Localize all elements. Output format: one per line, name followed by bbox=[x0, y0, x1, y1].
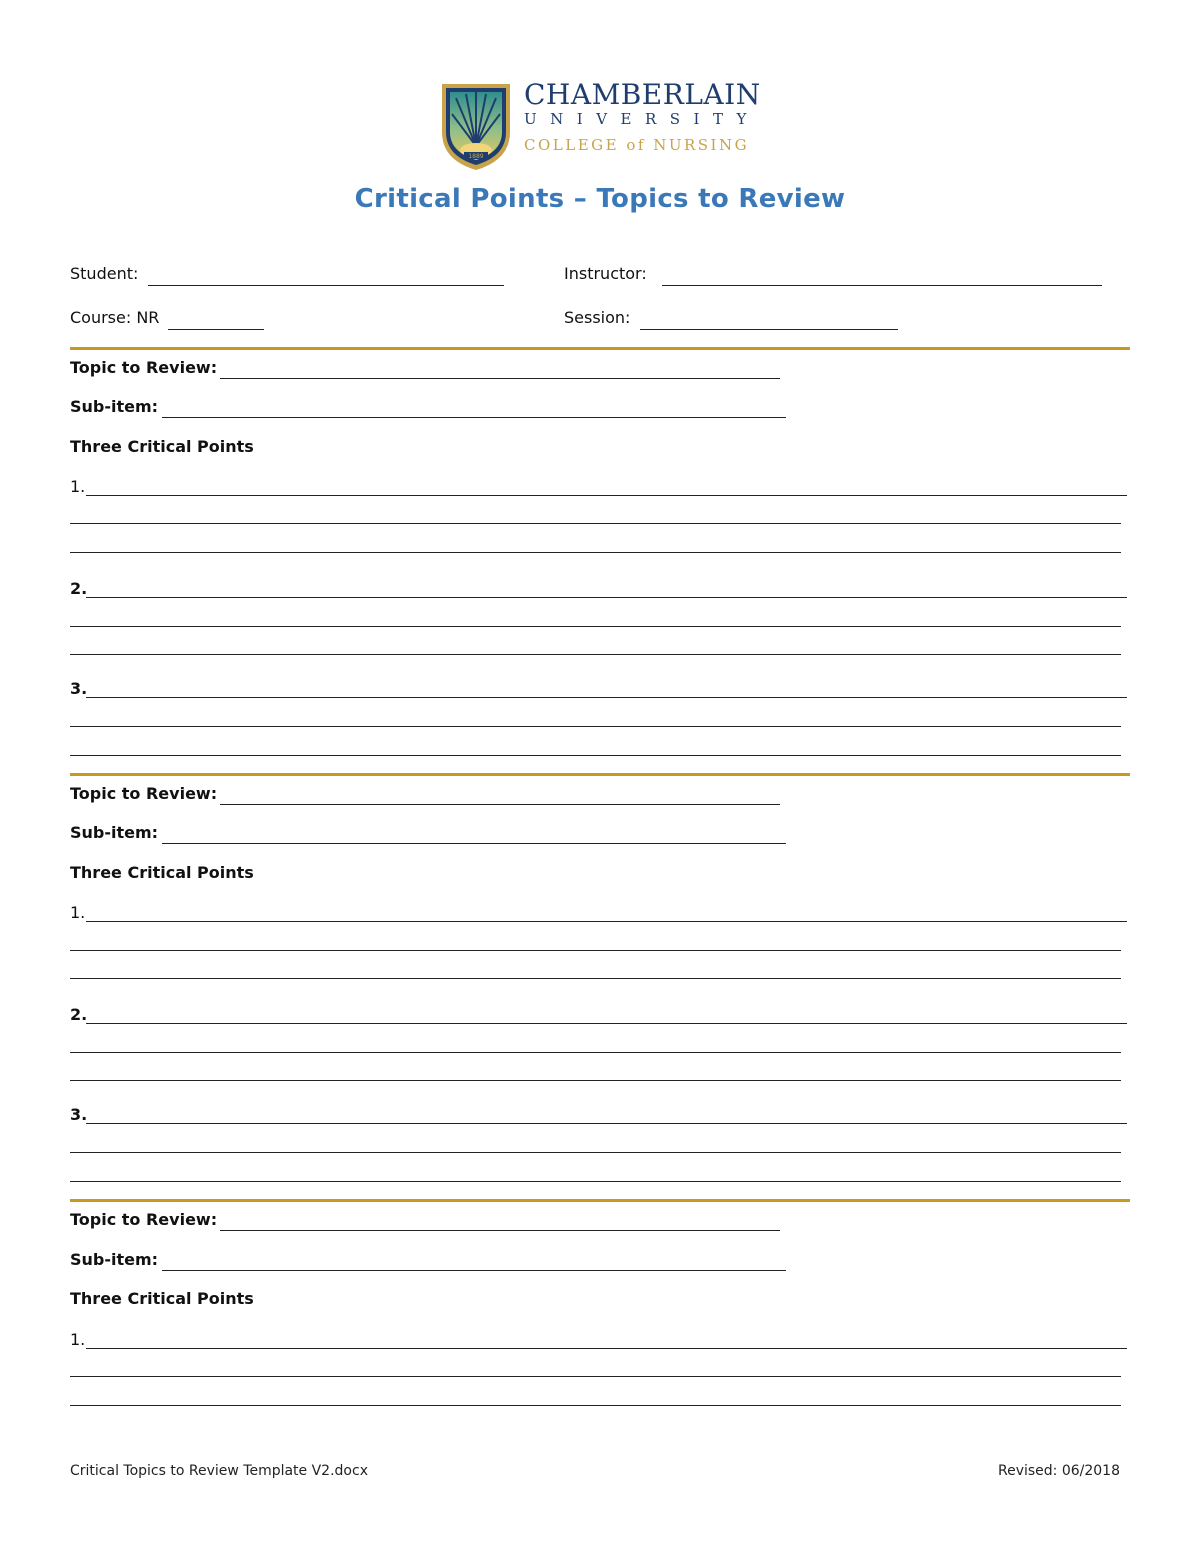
page-title: Critical Points – Topics to Review bbox=[354, 184, 846, 214]
point-number: 1. bbox=[70, 1330, 86, 1349]
subitem-field[interactable] bbox=[162, 843, 786, 844]
point-line[interactable] bbox=[70, 552, 1121, 553]
chamberlain-logo bbox=[440, 80, 770, 172]
point-number: 3. bbox=[70, 1105, 88, 1124]
section-divider bbox=[70, 773, 1130, 776]
university-crest-icon bbox=[440, 80, 512, 172]
footer-revised: Revised: 06/2018 bbox=[997, 1463, 1120, 1479]
point-number: 1. bbox=[70, 903, 86, 922]
points-heading: Three Critical Points bbox=[70, 1289, 254, 1308]
point-line[interactable] bbox=[86, 697, 1127, 698]
section-divider bbox=[70, 1199, 1130, 1202]
student-field[interactable] bbox=[148, 285, 504, 286]
topic-field[interactable] bbox=[220, 804, 780, 805]
course-field[interactable] bbox=[168, 329, 264, 330]
point-line[interactable] bbox=[70, 654, 1121, 655]
subitem-field[interactable] bbox=[162, 417, 786, 418]
point-line[interactable] bbox=[70, 950, 1121, 951]
point-line[interactable] bbox=[70, 1052, 1121, 1053]
point-line[interactable] bbox=[70, 626, 1121, 627]
point-line[interactable] bbox=[70, 978, 1121, 979]
instructor-label: Instructor: bbox=[564, 264, 647, 283]
point-line[interactable] bbox=[70, 1080, 1121, 1081]
point-line[interactable] bbox=[70, 1376, 1121, 1377]
subitem-label: Sub-item: bbox=[70, 1250, 159, 1269]
points-heading: Three Critical Points bbox=[70, 863, 254, 882]
subitem-field[interactable] bbox=[162, 1270, 786, 1271]
point-line[interactable] bbox=[86, 1123, 1127, 1124]
point-line[interactable] bbox=[70, 1405, 1121, 1406]
point-line[interactable] bbox=[86, 921, 1127, 922]
student-label: Student: bbox=[70, 264, 139, 283]
topic-label: Topic to Review: bbox=[70, 1210, 218, 1229]
point-line[interactable] bbox=[70, 523, 1121, 524]
subitem-label: Sub-item: bbox=[70, 397, 159, 416]
logo-university: UNIVERSITY bbox=[524, 110, 760, 128]
point-number: 2. bbox=[70, 1005, 88, 1024]
topic-field[interactable] bbox=[220, 378, 780, 379]
point-number: 2. bbox=[70, 579, 88, 598]
topic-field[interactable] bbox=[220, 1230, 780, 1231]
topic-label: Topic to Review: bbox=[70, 784, 218, 803]
course-label: Course: NR bbox=[70, 308, 160, 327]
session-label: Session: bbox=[564, 308, 631, 327]
instructor-field[interactable] bbox=[662, 285, 1102, 286]
point-line[interactable] bbox=[86, 1348, 1127, 1349]
point-number: 1. bbox=[70, 477, 86, 496]
point-line[interactable] bbox=[70, 755, 1121, 756]
point-line[interactable] bbox=[70, 1152, 1121, 1153]
footer-filename: Critical Topics to Review Template V2.docx bbox=[70, 1463, 368, 1479]
session-field[interactable] bbox=[640, 329, 898, 330]
point-number: 3. bbox=[70, 679, 88, 698]
section-divider bbox=[70, 347, 1130, 350]
logo-wordmark: CHAMBERLAIN bbox=[524, 78, 761, 111]
topic-label: Topic to Review: bbox=[70, 358, 218, 377]
point-line[interactable] bbox=[86, 597, 1127, 598]
points-heading: Three Critical Points bbox=[70, 437, 254, 456]
point-line[interactable] bbox=[86, 1023, 1127, 1024]
point-line[interactable] bbox=[86, 495, 1127, 496]
point-line[interactable] bbox=[70, 1181, 1121, 1182]
crest-year: 1889 bbox=[468, 153, 484, 160]
point-line[interactable] bbox=[70, 726, 1121, 727]
logo-college: COLLEGE of NURSING bbox=[524, 136, 750, 154]
subitem-label: Sub-item: bbox=[70, 823, 159, 842]
